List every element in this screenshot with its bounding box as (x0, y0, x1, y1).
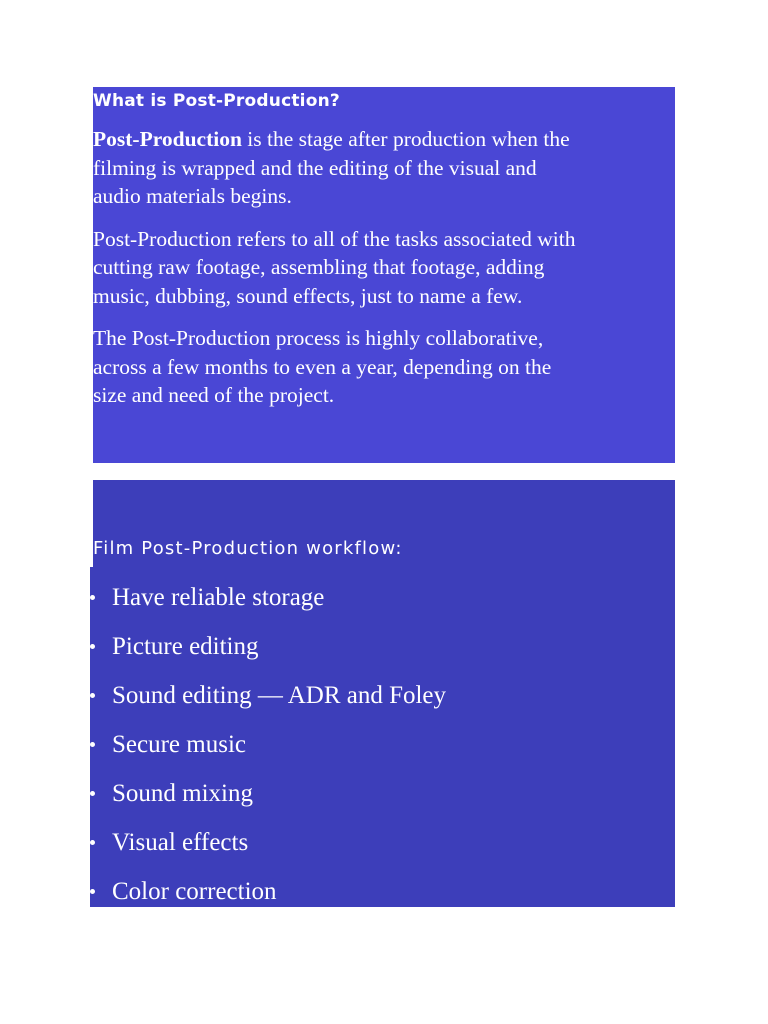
list-item-text: Have reliable storage (112, 584, 325, 611)
paragraph-text: is the stage after production when the (241, 127, 570, 151)
bullet-icon (90, 791, 95, 796)
paragraph-text: Post-Production refers to all of the tasks associated with (93, 226, 576, 251)
bullet-icon (90, 889, 95, 894)
list-item-text: Sound mixing (112, 780, 253, 807)
paragraph-text: cutting raw footage, assembling that footage, adding (93, 255, 545, 279)
paragraph-text: music, dubbing, sound effects, just to name a few. (93, 283, 523, 308)
bullet-icon (90, 595, 95, 600)
paragraph-text: across a few months to even a year, depending on the (93, 354, 552, 379)
workflow-box (90, 480, 675, 907)
bullet-icon (90, 693, 95, 698)
list-item-text: Picture editing (112, 633, 259, 660)
bullet-icon (90, 840, 95, 845)
post-production-definition-box (93, 87, 675, 463)
workflow-title: Film Post-Production workflow: (93, 538, 403, 559)
bullet-icon (90, 644, 95, 649)
bold-term: Post-Production (93, 127, 242, 151)
list-item-text: Color correction (112, 878, 277, 905)
list-item-text: Visual effects (112, 829, 249, 856)
paragraph-text: The Post-Production process is highly collaborative, (93, 326, 544, 350)
paragraph-tasks (93, 225, 675, 311)
bullet-icon (90, 742, 95, 747)
paragraph-text: filming is wrapped and the editing of the visual and (93, 155, 537, 180)
list-item-text: Sound editing — ADR and Foley (112, 682, 447, 709)
section-title: What is Post-Production? (93, 91, 340, 111)
paragraph-process (93, 324, 675, 410)
paragraph-text: audio materials begins. (93, 184, 292, 208)
list-item-text: Secure music (112, 731, 246, 758)
paragraph-definition (93, 125, 675, 211)
paragraph-text: size and need of the project. (93, 383, 335, 407)
